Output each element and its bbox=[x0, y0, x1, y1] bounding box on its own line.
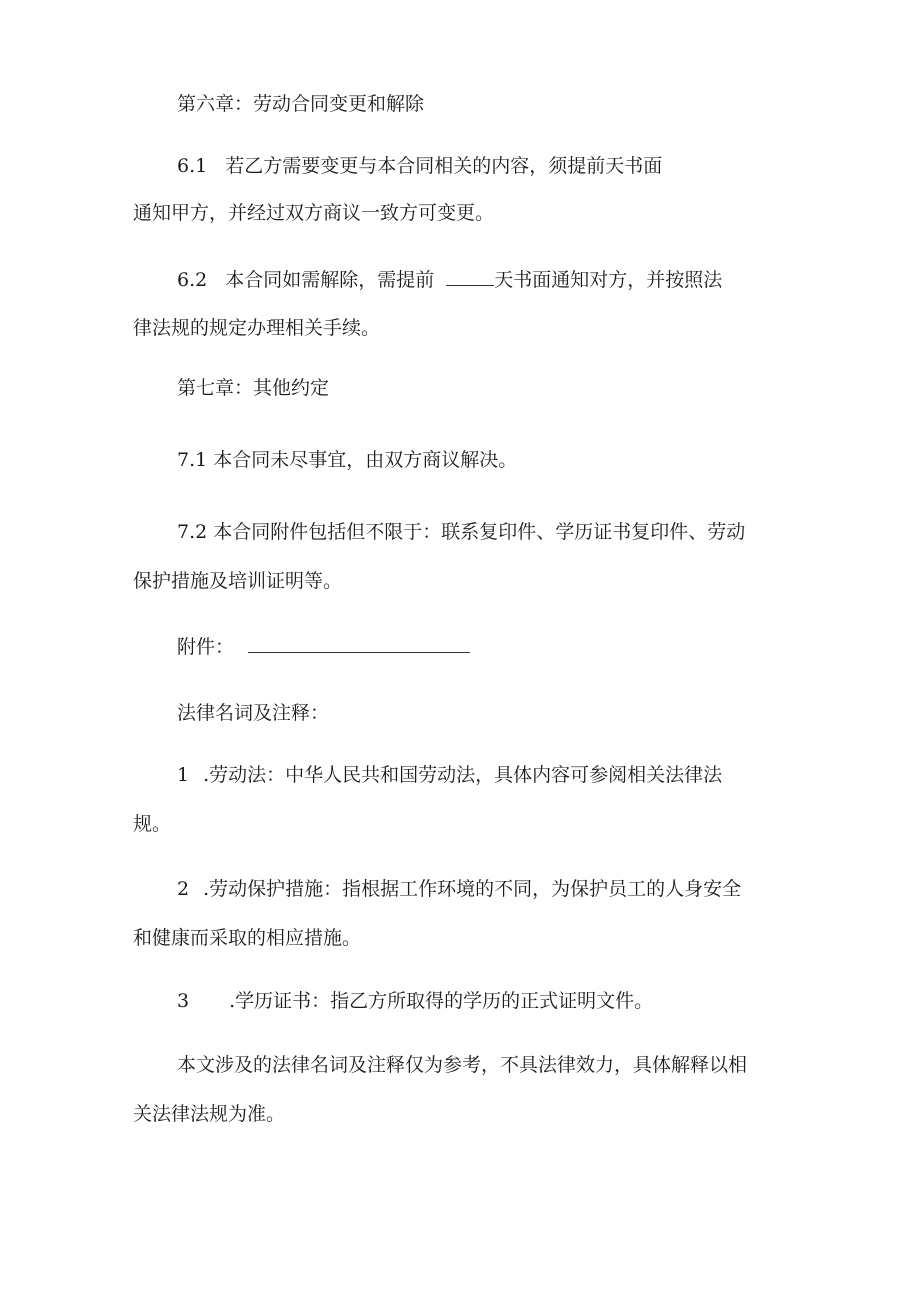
glossary-heading: 法律名词及注释： bbox=[177, 702, 330, 724]
glossary-item-3-line-1 bbox=[177, 989, 653, 1013]
clause-6-2-line-2: 律法规的规定办理相关手续。 bbox=[133, 317, 381, 339]
glossary-item-2-text-1: .劳动保护措施：指根据工作环境的不同，为保护员工的人身安全 bbox=[203, 878, 742, 900]
disclaimer-line-2: 关法律法规为准。 bbox=[133, 1103, 286, 1125]
chapter-6-heading: 第六章：劳动合同变更和解除 bbox=[177, 93, 425, 115]
clause-6-2-line-1 bbox=[177, 267, 722, 292]
glossary-item-2-line-1 bbox=[177, 877, 741, 901]
glossary-item-3-number: 3 bbox=[177, 990, 190, 1012]
clause-6-2-number: 6.2 bbox=[177, 269, 208, 291]
notice-days-blank[interactable] bbox=[446, 267, 494, 286]
clause-6-1-text-1: 若乙方需要变更与本合同相关的内容，须提前天书面 bbox=[225, 155, 663, 177]
attachment-label: 附件： bbox=[177, 636, 235, 658]
glossary-item-1-line-2: 规。 bbox=[133, 813, 172, 835]
clause-7-2-line-2: 保护措施及培训证明等。 bbox=[133, 570, 343, 592]
attachment-blank[interactable] bbox=[248, 634, 470, 653]
chapter-7-heading: 第七章：其他约定 bbox=[177, 377, 330, 399]
glossary-item-1-number: 1 bbox=[177, 764, 190, 786]
attachment-line bbox=[177, 634, 470, 659]
glossary-item-1-line-1 bbox=[177, 763, 722, 787]
clause-6-2-text-before: 本合同如需解除，需提前 bbox=[225, 269, 435, 291]
glossary-item-2-number: 2 bbox=[177, 878, 190, 900]
clause-6-1-line-1 bbox=[177, 154, 662, 178]
clause-6-1-line-2: 通知甲方，并经过双方商议一致方可变更。 bbox=[133, 202, 495, 224]
clause-6-1-number: 6.1 bbox=[177, 155, 208, 177]
clause-6-2-text-after: 天书面通知对方，并按照法 bbox=[494, 269, 723, 291]
glossary-item-3-text-1: .学历证书：指乙方所取得的学历的正式证明文件。 bbox=[229, 990, 654, 1012]
glossary-item-1-text-1: .劳动法：中华人民共和国劳动法，具体内容可参阅相关法律法 bbox=[203, 764, 723, 786]
clause-7-1: 7.1 本合同未尽事宜，由双方商议解决。 bbox=[177, 449, 518, 471]
clause-7-2-line-1: 7.2 本合同附件包括但不限于：联系复印件、学历证书复印件、劳动 bbox=[177, 521, 746, 543]
disclaimer-line-1: 本文涉及的法律名词及注释仅为参考，不具法律效力，具体解释以相 bbox=[177, 1054, 748, 1076]
glossary-item-2-line-2: 和健康而采取的相应措施。 bbox=[133, 927, 362, 949]
